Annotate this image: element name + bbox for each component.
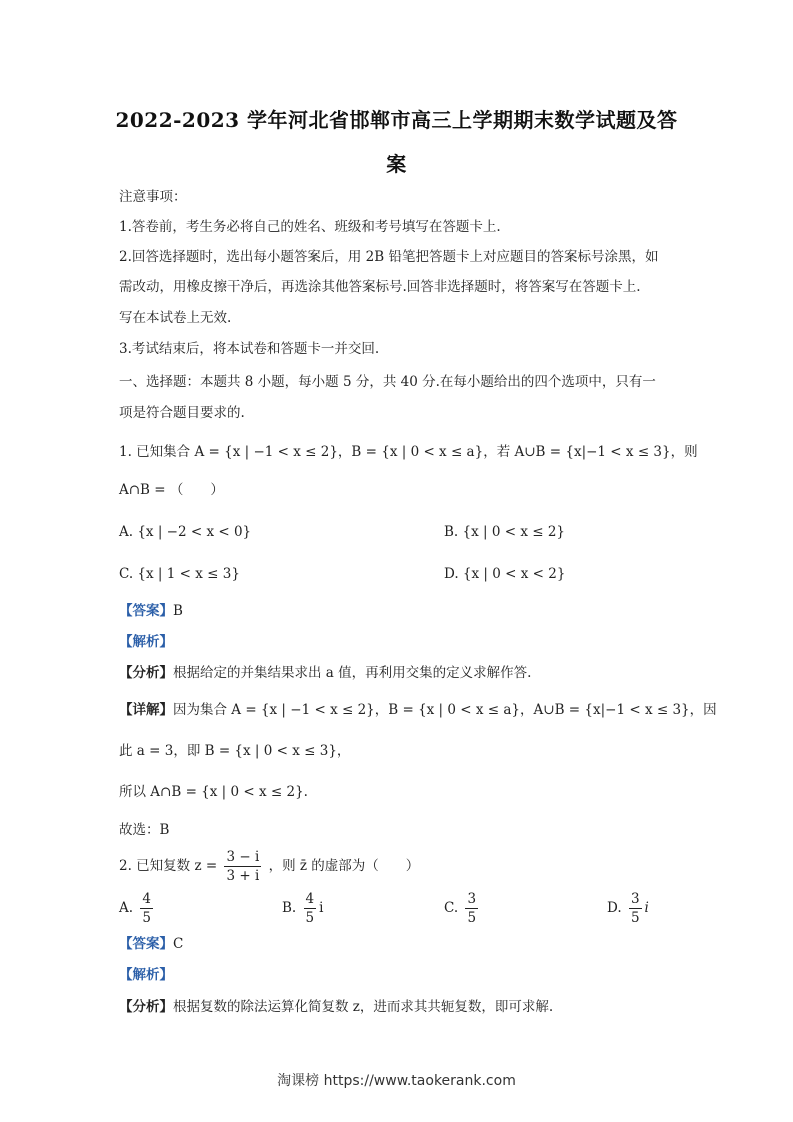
q2-analysis-tag: 【解析】: [119, 967, 173, 983]
fenxi-tag: 【分析】: [119, 665, 173, 681]
option-label: A.: [119, 900, 134, 916]
document-title-line-1: 2022-2023 学年河北省邯郸市高三上学期期末数学试题及答: [115, 108, 678, 132]
notice-item-3: 3.考试结束后，将本试卷和答题卡一并交回.: [119, 341, 380, 357]
q1-choose: 故选：B: [119, 822, 170, 838]
denominator: 5: [305, 910, 315, 926]
option-label: D.: [607, 900, 622, 916]
section-heading-cont: 项是符合题目要求的.: [119, 405, 245, 421]
q1-answer: [119, 601, 183, 621]
q1-xiangjie-cont: 此 a = 3，即 B = {x | 0 < x ≤ 3}，: [119, 743, 351, 759]
option-label: B.: [282, 900, 297, 916]
q1-xiangjie-cont2: 所以 A∩B = {x | 0 < x ≤ 2}.: [119, 784, 308, 800]
section-heading: 一、选择题：本题共 8 小题，每小题 5 分，共 40 分.在每小题给出的四个选项中，只有一: [119, 374, 656, 390]
option-fraction: [465, 890, 478, 927]
notice-item-2: 2.回答选择题时，选出每小题答案后，用 2B 铅笔把答题卡上对应题目的答案标号涂黑，如: [119, 249, 659, 265]
q1-option-a: A. {x | −2 < x < 0}: [119, 524, 252, 540]
denominator: 5: [142, 910, 151, 926]
q1-option-b: B. {x | 0 < x ≤ 2}: [444, 524, 566, 540]
q2-option-c: [444, 888, 481, 928]
option-label: C.: [444, 900, 459, 916]
numerator: 3: [467, 891, 477, 907]
answer-value: B: [173, 603, 183, 619]
notice-item-1: 1.答卷前，考生务必将自己的姓名、班级和考号填写在答题卡上.: [119, 219, 501, 235]
option-suffix: i: [644, 900, 649, 916]
denominator: 5: [630, 910, 640, 926]
q1-stem-cont: A∩B = （ ）: [119, 482, 224, 498]
q1-analysis-tag: 【解析】: [119, 634, 173, 650]
q2-stem-post: ，则 z̄ 的虚部为（ ）: [268, 858, 420, 874]
q1-stem: 1. 已知集合 A = {x | −1 < x ≤ 2}，B = {x | 0 < x ≤ a}，若 A∪B = {x|−1 < x ≤ 3}，则: [119, 444, 698, 460]
option-suffix: i: [319, 900, 324, 916]
fenxi-text: 根据给定的并集结果求出 a 值，再利用交集的定义求解作答.: [173, 665, 532, 681]
q1-fenxi: [119, 663, 531, 683]
xiangjie-tag: 【详解】: [119, 702, 173, 718]
q1-option-d: D. {x | 0 < x < 2}: [444, 566, 566, 582]
q2-fraction-denominator: 3 + i: [226, 868, 260, 884]
option-fraction: [629, 890, 642, 927]
denominator: 5: [467, 910, 477, 926]
footer-watermark: 淘课榜 https://www.taokerank.com: [277, 1073, 516, 1089]
fenxi-tag: 【分析】: [119, 999, 173, 1015]
notice-heading: 注意事项：: [119, 189, 187, 205]
q2-stem: [119, 846, 419, 886]
q1-xiangjie: [119, 700, 717, 720]
q1-option-c: C. {x | 1 < x ≤ 3}: [119, 566, 240, 582]
q2-fenxi: [119, 997, 553, 1017]
q2-option-d: [607, 888, 649, 928]
numerator: 4: [305, 891, 315, 907]
answer-value: C: [173, 936, 184, 952]
answer-tag: 【答案】: [119, 603, 173, 619]
fenxi-text: 根据复数的除法运算化简复数 z，进而求其共轭复数，即可求解.: [173, 999, 554, 1015]
q2-stem-pre: 2. 已知复数 z =: [119, 858, 218, 874]
q2-answer: [119, 934, 183, 954]
option-fraction: [304, 890, 317, 927]
answer-tag: 【答案】: [119, 936, 173, 952]
notice-item-2-cont: 需改动，用橡皮擦干净后，再选涂其他答案标号.回答非选择题时，将答案写在答题卡上.: [119, 279, 641, 295]
option-fraction: [140, 890, 153, 927]
q2-fraction-numerator: 3 − i: [226, 849, 260, 865]
q2-option-b: [282, 888, 323, 928]
xiangjie-text: 因为集合 A = {x | −1 < x ≤ 2}，B = {x | 0 < x ≤ a}，A∪B = {x|−1 < x ≤ 3}，因: [173, 702, 717, 718]
q2-fraction: [224, 848, 261, 885]
document-title-line-2: 案: [386, 152, 407, 176]
q2-option-a: [119, 888, 156, 928]
numerator: 3: [630, 891, 640, 907]
numerator: 4: [142, 891, 151, 907]
notice-item-2-cont2: 写在本试卷上无效.: [119, 310, 232, 326]
